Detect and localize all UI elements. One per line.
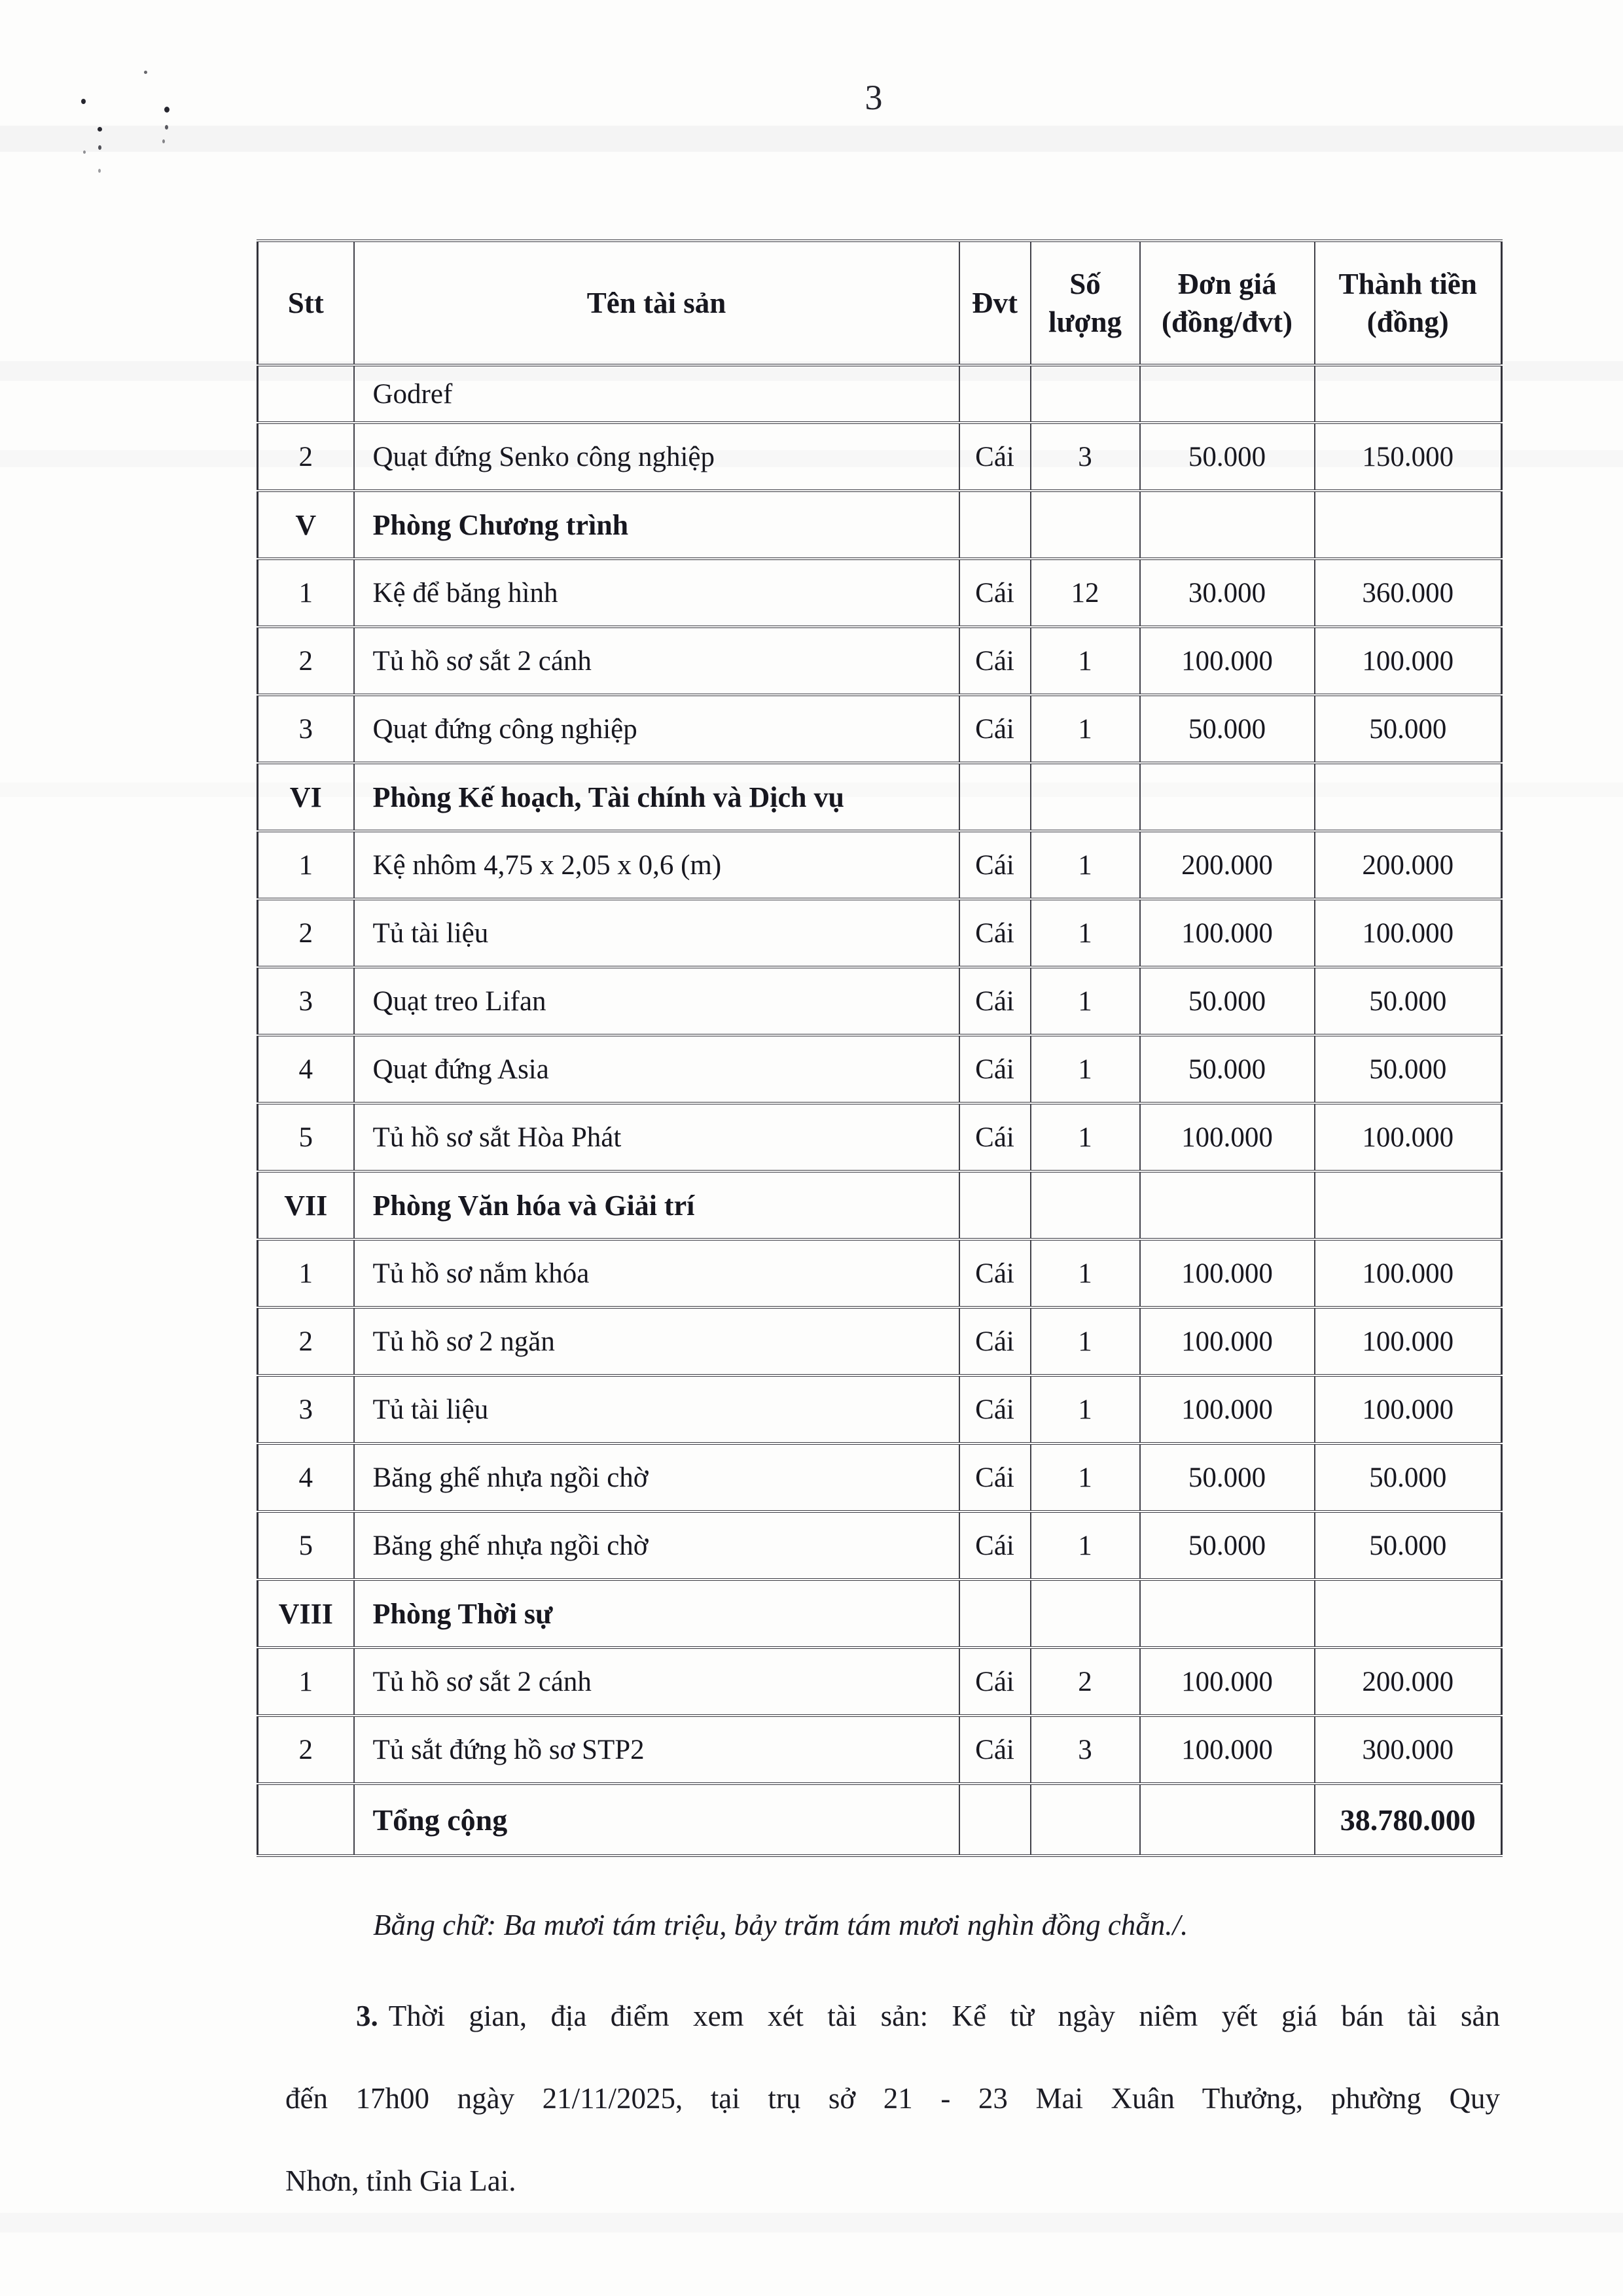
cell-dvt: Cái: [959, 831, 1031, 899]
cell-dvt: Cái: [959, 967, 1031, 1035]
cell-total: 150.000: [1315, 423, 1502, 491]
table-row: [258, 1103, 1502, 1171]
scan-speck: [162, 139, 165, 143]
cell-qty: 1: [1031, 1239, 1140, 1307]
cell-stt: 2: [258, 1307, 354, 1375]
cell-dvt: [959, 763, 1031, 831]
cell-price: 100.000: [1140, 627, 1315, 695]
cell-stt: 1: [258, 1239, 354, 1307]
scan-speck: [98, 145, 101, 150]
cell-name: Tủ hồ sơ nắm khóa: [354, 1239, 959, 1307]
cell-dvt: Cái: [959, 559, 1031, 627]
asset-table: [257, 239, 1503, 1857]
cell-total: [1315, 1580, 1502, 1648]
cell-name: Tủ hồ sơ 2 ngăn: [354, 1307, 959, 1375]
table-row: [258, 899, 1502, 967]
cell-qty: 2: [1031, 1648, 1140, 1716]
cell-price: 50.000: [1140, 1035, 1315, 1103]
cell-total: 200.000: [1315, 831, 1502, 899]
cell-stt: 2: [258, 1716, 354, 1784]
cell-price: [1140, 491, 1315, 559]
cell-total: 100.000: [1315, 1375, 1502, 1443]
table-row: [258, 1307, 1502, 1375]
cell-qty: [1031, 1784, 1140, 1856]
cell-name: Tổng cộng: [354, 1784, 959, 1856]
table-header-row: [258, 241, 1502, 365]
cell-stt: V: [258, 491, 354, 559]
cell-stt: [258, 1784, 354, 1856]
table-row: [258, 559, 1502, 627]
cell-price: 30.000: [1140, 559, 1315, 627]
cell-stt: 3: [258, 695, 354, 763]
header-total: Thành tiền (đồng): [1315, 241, 1502, 365]
cell-price: 100.000: [1140, 1103, 1315, 1171]
cell-qty: 1: [1031, 831, 1140, 899]
cell-total: 50.000: [1315, 1035, 1502, 1103]
cell-dvt: [959, 1580, 1031, 1648]
cell-qty: 1: [1031, 1307, 1140, 1375]
cell-price: [1140, 1784, 1315, 1856]
cell-price: 100.000: [1140, 1716, 1315, 1784]
cell-qty: 1: [1031, 899, 1140, 967]
cell-name: Kệ để băng hình: [354, 559, 959, 627]
cell-dvt: [959, 365, 1031, 423]
cell-price: [1140, 1171, 1315, 1239]
cell-dvt: Cái: [959, 627, 1031, 695]
scan-speck: [98, 127, 102, 132]
cell-stt: 2: [258, 423, 354, 491]
cell-total: 100.000: [1315, 1307, 1502, 1375]
cell-name: Phòng Thời sự: [354, 1580, 959, 1648]
cell-qty: 1: [1031, 695, 1140, 763]
table-row: [258, 1171, 1502, 1239]
scan-speck: [164, 107, 169, 113]
cell-stt: 3: [258, 1375, 354, 1443]
table-row: [258, 695, 1502, 763]
cell-total: 360.000: [1315, 559, 1502, 627]
cell-dvt: Cái: [959, 1375, 1031, 1443]
cell-stt: 1: [258, 1648, 354, 1716]
cell-dvt: Cái: [959, 1035, 1031, 1103]
cell-name: Godref: [354, 365, 959, 423]
cell-stt: 1: [258, 831, 354, 899]
cell-qty: [1031, 1171, 1140, 1239]
cell-dvt: Cái: [959, 1307, 1031, 1375]
header-stt: Stt: [258, 241, 354, 365]
cell-price: 50.000: [1140, 967, 1315, 1035]
cell-qty: 1: [1031, 1035, 1140, 1103]
cell-qty: 1: [1031, 627, 1140, 695]
cell-qty: 12: [1031, 559, 1140, 627]
cell-qty: 1: [1031, 1511, 1140, 1580]
cell-qty: [1031, 365, 1140, 423]
cell-qty: [1031, 491, 1140, 559]
cell-price: 50.000: [1140, 1511, 1315, 1580]
cell-total: 100.000: [1315, 1239, 1502, 1307]
cell-stt: VII: [258, 1171, 354, 1239]
cell-total: 50.000: [1315, 967, 1502, 1035]
table-row: [258, 1443, 1502, 1511]
cell-price: 50.000: [1140, 423, 1315, 491]
cell-name: Băng ghế nhựa ngồi chờ: [354, 1511, 959, 1580]
scan-speck: [144, 71, 147, 74]
header-unit: Đvt: [959, 241, 1031, 365]
cell-total: 100.000: [1315, 627, 1502, 695]
cell-qty: 3: [1031, 423, 1140, 491]
cell-price: 100.000: [1140, 1307, 1315, 1375]
table-row: [258, 1375, 1502, 1443]
cell-name: Quạt đứng Senko công nghiệp: [354, 423, 959, 491]
cell-stt: 1: [258, 559, 354, 627]
scan-streak: [0, 126, 1623, 152]
cell-name: Tủ hồ sơ sắt Hòa Phát: [354, 1103, 959, 1171]
cell-price: [1140, 763, 1315, 831]
cell-total: 38.780.000: [1315, 1784, 1502, 1856]
cell-dvt: Cái: [959, 1239, 1031, 1307]
table-row: [258, 365, 1502, 423]
scan-speck: [81, 99, 86, 104]
cell-qty: 1: [1031, 1443, 1140, 1511]
cell-stt: [258, 365, 354, 423]
cell-dvt: Cái: [959, 1648, 1031, 1716]
cell-dvt: Cái: [959, 1103, 1031, 1171]
clause-number: 3.: [356, 2000, 378, 2032]
table-row: [258, 763, 1502, 831]
cell-name: Phòng Chương trình: [354, 491, 959, 559]
cell-name: Kệ nhôm 4,75 x 2,05 x 0,6 (m): [354, 831, 959, 899]
cell-name: Phòng Kế hoạch, Tài chính và Dịch vụ: [354, 763, 959, 831]
cell-total: 300.000: [1315, 1716, 1502, 1784]
table-row: [258, 1511, 1502, 1580]
cell-price: 100.000: [1140, 1239, 1315, 1307]
cell-price: [1140, 365, 1315, 423]
cell-total: 50.000: [1315, 1443, 1502, 1511]
header-quantity: Số lượng: [1031, 241, 1140, 365]
table-row: [258, 1580, 1502, 1648]
header-asset-name: Tên tài sản: [354, 241, 959, 365]
cell-price: 50.000: [1140, 1443, 1315, 1511]
cell-price: 100.000: [1140, 899, 1315, 967]
table-row: [258, 1648, 1502, 1716]
clause-line-1: [285, 1975, 1500, 2057]
cell-name: Phòng Văn hóa và Giải trí: [354, 1171, 959, 1239]
clause-line-3: Nhơn, tỉnh Gia Lai.: [285, 2164, 516, 2197]
cell-stt: 3: [258, 967, 354, 1035]
cell-total: [1315, 365, 1502, 423]
cell-stt: 5: [258, 1103, 354, 1171]
table-row: [258, 1784, 1502, 1856]
cell-stt: 4: [258, 1443, 354, 1511]
clause-paragraph: [285, 1975, 1500, 2222]
cell-qty: [1031, 1580, 1140, 1648]
table-row: [258, 967, 1502, 1035]
cell-total: [1315, 1171, 1502, 1239]
cell-qty: [1031, 763, 1140, 831]
cell-total: 50.000: [1315, 1511, 1502, 1580]
cell-name: Tủ hồ sơ sắt 2 cánh: [354, 627, 959, 695]
cell-dvt: Cái: [959, 423, 1031, 491]
header-unit-price: Đơn giá (đồng/đvt): [1140, 241, 1315, 365]
cell-dvt: Cái: [959, 1443, 1031, 1511]
cell-qty: 1: [1031, 1375, 1140, 1443]
cell-name: Quạt đứng Asia: [354, 1035, 959, 1103]
table-row: [258, 831, 1502, 899]
cell-price: 100.000: [1140, 1648, 1315, 1716]
cell-name: Tủ tài liệu: [354, 1375, 959, 1443]
cell-dvt: Cái: [959, 1716, 1031, 1784]
cell-name: Tủ sắt đứng hồ sơ STP2: [354, 1716, 959, 1784]
cell-total: [1315, 491, 1502, 559]
cell-total: 100.000: [1315, 1103, 1502, 1171]
cell-stt: 5: [258, 1511, 354, 1580]
cell-dvt: Cái: [959, 899, 1031, 967]
amount-in-words: Bằng chữ: Ba mươi tám triệu, bảy trăm tám mươi nghìn đồng chẵn./.: [373, 1909, 1188, 1941]
cell-name: Tủ tài liệu: [354, 899, 959, 967]
cell-total: 200.000: [1315, 1648, 1502, 1716]
cell-dvt: [959, 1171, 1031, 1239]
cell-qty: 1: [1031, 1103, 1140, 1171]
cell-name: Tủ hồ sơ sắt 2 cánh: [354, 1648, 959, 1716]
cell-price: [1140, 1580, 1315, 1648]
cell-dvt: [959, 1784, 1031, 1856]
table-row: [258, 627, 1502, 695]
asset-table-body: [258, 365, 1502, 1856]
page-number: 3: [865, 78, 883, 117]
scan-speck: [165, 125, 168, 130]
cell-dvt: Cái: [959, 695, 1031, 763]
cell-price: 100.000: [1140, 1375, 1315, 1443]
cell-stt: 2: [258, 627, 354, 695]
cell-stt: 2: [258, 899, 354, 967]
cell-name: Băng ghế nhựa ngồi chờ: [354, 1443, 959, 1511]
table-row: [258, 1716, 1502, 1784]
table-row: [258, 1035, 1502, 1103]
clause-line-1-text: Thời gian, địa điểm xem xét tài sản: Kể từ ngày niêm yết giá bán tài sản: [388, 2000, 1500, 2032]
cell-name: Quạt treo Lifan: [354, 967, 959, 1035]
scan-speck: [83, 150, 86, 154]
cell-total: 100.000: [1315, 899, 1502, 967]
cell-stt: VIII: [258, 1580, 354, 1648]
scan-speck: [98, 169, 101, 173]
cell-stt: VI: [258, 763, 354, 831]
cell-dvt: Cái: [959, 1511, 1031, 1580]
cell-total: [1315, 763, 1502, 831]
clause-line-2: đến 17h00 ngày 21/11/2025, tại trụ sở 21 - 23 Mai Xuân Thưởng, phường Quy: [285, 2082, 1500, 2115]
table-row: [258, 1239, 1502, 1307]
cell-price: 50.000: [1140, 695, 1315, 763]
cell-qty: 1: [1031, 967, 1140, 1035]
cell-stt: 4: [258, 1035, 354, 1103]
table-row: [258, 423, 1502, 491]
table-row: [258, 491, 1502, 559]
cell-qty: 3: [1031, 1716, 1140, 1784]
cell-dvt: [959, 491, 1031, 559]
cell-name: Quạt đứng công nghiệp: [354, 695, 959, 763]
cell-total: 50.000: [1315, 695, 1502, 763]
cell-price: 200.000: [1140, 831, 1315, 899]
